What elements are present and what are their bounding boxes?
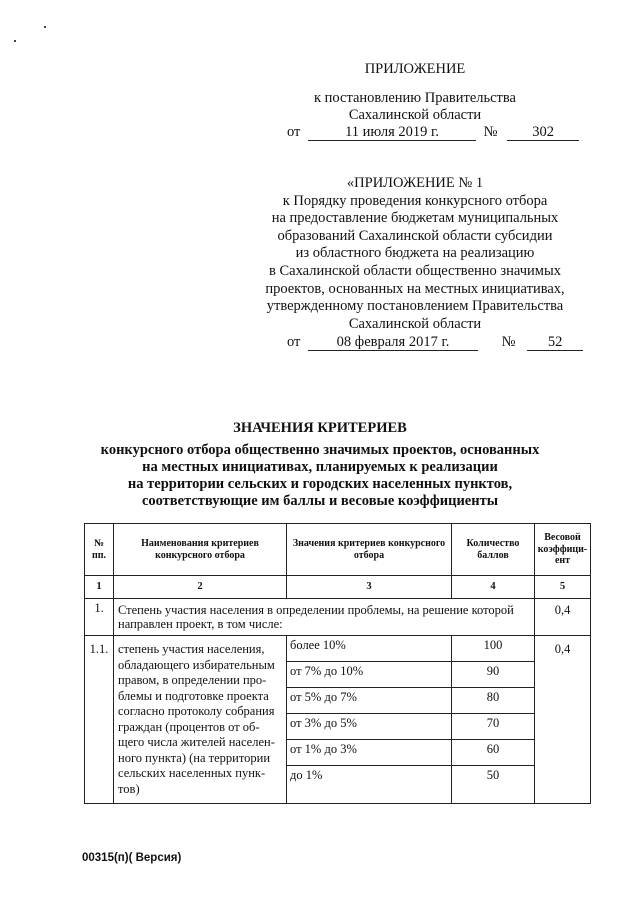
table-row <box>85 636 591 804</box>
col-number: 5 <box>535 576 591 599</box>
weight-value: 0,4 <box>535 636 591 804</box>
table-header-row <box>85 524 591 576</box>
row-num: 1.1. <box>85 636 114 804</box>
points-value: 90 <box>452 662 534 688</box>
appendix-line: утвержденному постановлением Правительства <box>266 298 564 314</box>
document-code: 00315(п)( Версия) <box>82 852 182 864</box>
criteria-heading: ЗНАЧЕНИЯ КРИТЕРИЕВ <box>233 420 407 436</box>
value-option: более 10% <box>287 636 451 662</box>
col-number: 4 <box>452 576 535 599</box>
value-option: от 7% до 10% <box>287 662 451 688</box>
from-label: от <box>287 334 301 350</box>
points-value: 60 <box>452 740 534 766</box>
order-number: 52 <box>527 335 583 351</box>
scan-speck <box>14 40 16 42</box>
from-label: от <box>287 124 301 140</box>
number-label: № <box>501 334 516 350</box>
header-weight: Весовой коэффици-ент <box>535 524 591 576</box>
value-option: от 5% до 7% <box>287 688 451 714</box>
appendix-line: к Порядку проведения конкурсного отбора <box>282 193 548 209</box>
criteria-subheading: конкурсного отбора общественно значимых проектов, основанных <box>100 442 540 458</box>
number-label: № <box>483 124 498 140</box>
col-number: 2 <box>114 576 287 599</box>
decree-date: 11 июля 2019 г. <box>308 125 476 141</box>
row-num: 1. <box>85 599 114 636</box>
appendix-line: проектов, основанных на местных инициативах, <box>265 281 565 297</box>
points-value: 100 <box>452 636 534 662</box>
appendix-line: образований Сахалинской области субсидии <box>277 228 553 244</box>
points-cell <box>452 636 535 804</box>
appendix-title: ПРИЛОЖЕНИЕ <box>364 61 466 77</box>
criteria-subheading: соответствующие им баллы и весовые коэффициенты <box>141 493 499 509</box>
appendix-date-line <box>287 334 587 351</box>
criteria-table <box>84 523 591 804</box>
value-option: от 3% до 5% <box>287 714 451 740</box>
weight-value: 0,4 <box>535 599 591 636</box>
points-value: 70 <box>452 714 534 740</box>
header-line-1: к постановлению Правительства <box>314 90 516 106</box>
value-option: до 1% <box>290 768 323 782</box>
appendix-line: Сахалинской области <box>348 316 482 332</box>
header-points: Количество баллов <box>452 524 535 576</box>
order-date: 08 февраля 2017 г. <box>308 335 478 351</box>
value-option: от 1% до 3% <box>287 740 451 766</box>
points-value: 50 <box>486 768 500 782</box>
appendix-line: из областного бюджета на реализацию <box>295 245 535 261</box>
col-number: 3 <box>287 576 452 599</box>
criterion-text: степень участия населения, обладающего избирательным правом, в определении про-блемы и подготовке проекта согласно протоколу собрания граждан (процентов от об-щего числа жителей населен-ного пункта) (на территории сельских населенных пунк-тов) <box>114 636 287 804</box>
scan-speck <box>44 26 46 28</box>
criterion-text: Степень участия населения в определении проблемы, на решение которой направлен проект, в том числе: <box>114 599 535 636</box>
header-line-2: Сахалинской области <box>348 107 482 123</box>
appendix-line: в Сахалинской области общественно значимых <box>269 263 561 279</box>
header-name: Наименования критериев конкурсного отбора <box>114 524 287 576</box>
header-date-line <box>287 124 587 141</box>
column-number-row <box>85 576 591 599</box>
values-cell <box>287 636 452 804</box>
appendix-line: на предоставление бюджетам муниципальных <box>271 210 559 226</box>
header-num: № пп. <box>85 524 114 576</box>
col-number: 1 <box>85 576 114 599</box>
criteria-subheading: на территории сельских и городских населенных пунктов, <box>127 476 513 492</box>
header-values: Значения критериев конкурсного отбора <box>287 524 452 576</box>
appendix-1-title: «ПРИЛОЖЕНИЕ № 1 <box>346 175 484 191</box>
criteria-subheading: на местных инициативах, планируемых к реализации <box>142 459 498 475</box>
points-value: 80 <box>452 688 534 714</box>
table-row <box>85 599 591 636</box>
decree-number: 302 <box>507 125 579 141</box>
